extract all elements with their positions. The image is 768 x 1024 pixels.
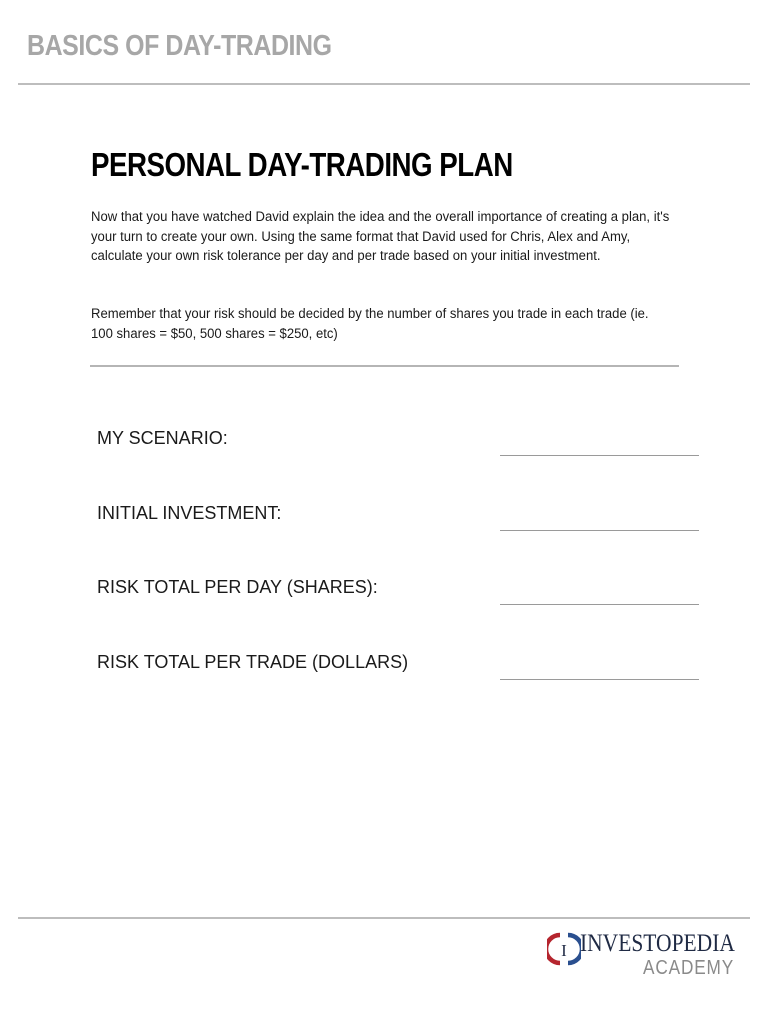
- form-row-risk-per-trade: [97, 652, 699, 686]
- reminder-paragraph: Remember that your risk should be decided by the number of shares you trade in each trade (ie. 100 shares = $50, 500 shares = $250, etc): [91, 306, 649, 341]
- page-title: PERSONAL DAY-TRADING PLAN: [91, 146, 513, 183]
- logo-wordmark: INVESTOPEDIA: [580, 930, 735, 957]
- logo-subtitle: ACADEMY: [643, 957, 735, 979]
- section-divider: [90, 365, 679, 367]
- scenario-input[interactable]: [500, 455, 699, 456]
- intro-paragraph: Now that you have watched David explain the idea and the overall importance of creating a plan, it's your turn to create your own. Using the same format that David used for Chris, Alex and Amy, calculate your own risk tolerance per day and per trade based on your initial investment.: [91, 209, 670, 263]
- logo-mark-letter: I: [561, 941, 567, 960]
- form-row-scenario: [97, 428, 699, 462]
- course-title: BASICS OF DAY-TRADING: [27, 30, 332, 62]
- investopedia-academy-logo: [547, 930, 747, 982]
- risk-per-day-label: RISK TOTAL PER DAY (SHARES):: [97, 577, 378, 597]
- header-divider: [18, 83, 750, 85]
- initial-investment-label: INITIAL INVESTMENT:: [97, 503, 282, 523]
- initial-investment-input[interactable]: [500, 530, 699, 531]
- footer-divider: [18, 917, 750, 919]
- risk-per-trade-input[interactable]: [500, 679, 699, 680]
- investopedia-logo-icon: [547, 932, 581, 966]
- form-row-initial-investment: [97, 503, 699, 537]
- risk-per-day-input[interactable]: [500, 604, 699, 605]
- risk-per-trade-label: RISK TOTAL PER TRADE (DOLLARS): [97, 652, 409, 672]
- scenario-label: MY SCENARIO:: [97, 428, 228, 448]
- form-row-risk-per-day: [97, 577, 699, 611]
